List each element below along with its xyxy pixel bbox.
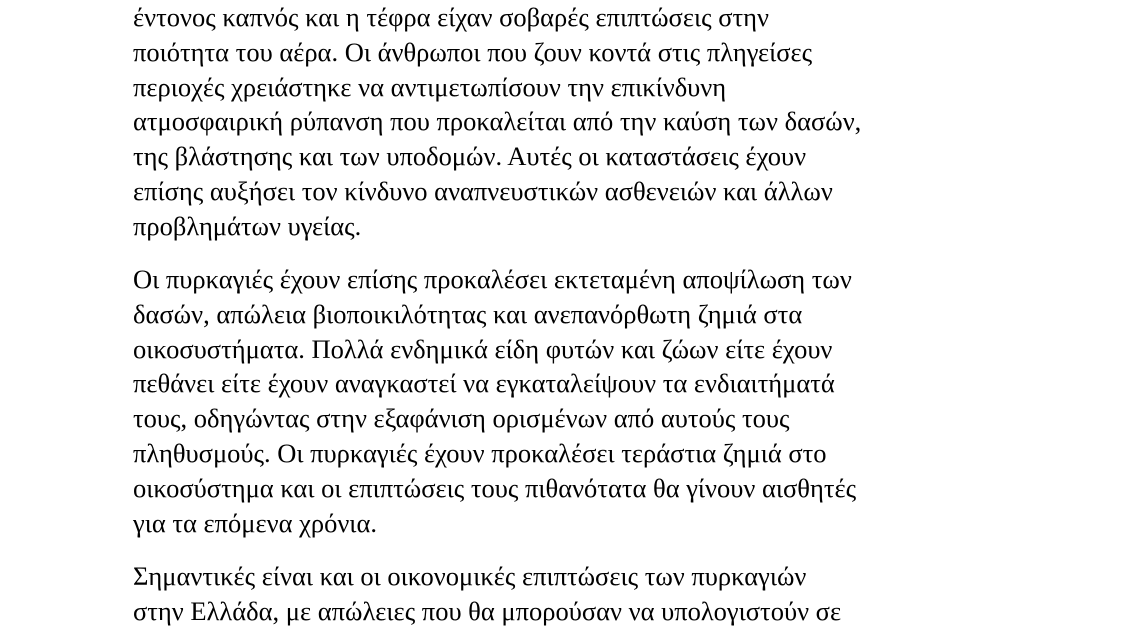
text-line: επίσης αυξήσει τον κίνδυνο αναπνευστικών ασθενειών και άλλων [133,175,833,206]
paragraph [133,262,1118,540]
paragraph [133,0,1118,244]
text-line: της βλάστησης και των υποδομών. Αυτές οι καταστάσεις έχουν [133,141,807,172]
text-line: τους, οδηγώντας στην εξαφάνιση ορισμένων από αυτούς τους [133,403,790,434]
text-line: οικοσύστημα και οι επιπτώσεις τους πιθανότατα θα γίνουν αισθητές [133,472,857,503]
text-line: Οι πυρκαγιές έχουν επίσης προκαλέσει εκτεταμένη αποψίλωση των [133,264,852,294]
text-line: οικοσυστήματα. Πολλά ενδημικά είδη φυτών και ζώων είτε έχουν [133,333,833,364]
text-line: προβλημάτων υγείας. [133,210,362,241]
text-line: πληθυσμούς. Οι πυρκαγιές έχουν προκαλέσει τεράστια ζημιά στο [133,437,827,468]
text-line: ατμοσφαιρική ρύπανση που προκαλείται από την καύση των δασών, [133,106,862,137]
text-line: στην Ελλάδα, με απώλειες που θα μπορούσαν να υπολογιστούν σε [133,595,842,626]
text-line: Σημαντικές είναι και οι οικονομικές επιπτώσεις των πυρκαγιών [133,561,807,591]
paragraph [133,559,1118,629]
text-line: για τα επόμενα χρόνια. [133,507,377,538]
text-line: περιοχές χρειάστηκε να αντιμετωπίσουν την επικίνδυνη [133,71,727,102]
text-line: πεθάνει είτε έχουν αναγκαστεί να εγκαταλείψουν τα ενδιαιτήματά [133,368,835,399]
text-line: δασών, απώλεια βιοποικιλότητας και ανεπανόρθωτη ζημιά στα [133,298,803,329]
text-line: ποιότητα του αέρα. Οι άνθρωποι που ζουν κοντά στις πληγείσες [133,36,813,67]
text-line: έντονος καπνός και η τέφρα είχαν σοβαρές επιπτώσεις στην [133,2,769,32]
